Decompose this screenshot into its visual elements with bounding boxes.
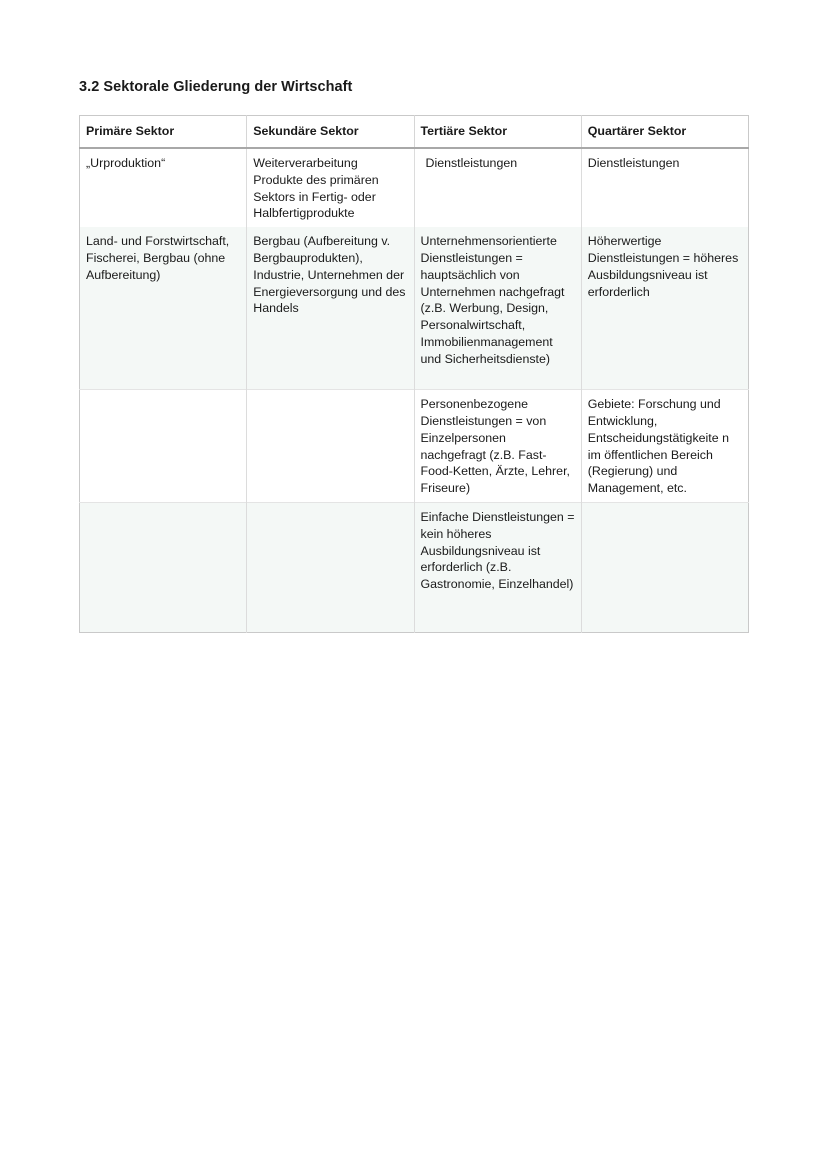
table-cell: Weiterverarbeitung Produkte des primären Sektors in Fertig- oder Halbfertigprodukte <box>247 148 414 227</box>
table-cell: Dienstleistungen <box>414 148 581 227</box>
table-header <box>80 116 749 149</box>
table-cell: Personenbezogene Dienstleistungen = von Einzelpersonen nachgefragt (z.B. Fast-Food-Ketten, Ärzte, Lehrer, Friseure) <box>414 390 581 503</box>
page-title: 3.2 Sektorale Gliederung der Wirtschaft <box>79 79 353 95</box>
table-cell: Gebiete: Forschung und Entwicklung, Entscheidungstätigkeite n im öffentlichen Bereich (Regierung) und Management, etc. <box>581 390 748 503</box>
table-cell <box>247 390 414 503</box>
table-cell: Einfache Dienstleistungen = kein höheres Ausbildungsniveau ist erforderlich (z.B. Gastronomie, Einzelhandel) <box>414 502 581 632</box>
table-cell <box>247 502 414 632</box>
header-primary-sector: Primäre Sektor <box>80 116 247 149</box>
header-tertiary-sector: Tertiäre Sektor <box>414 116 581 149</box>
table-cell <box>80 390 247 503</box>
table-cell: Dienstleistungen <box>581 148 748 227</box>
table-cell: Bergbau (Aufbereitung v. Bergbauprodukten), Industrie, Unternehmen der Energieversorgung und des Handels <box>247 227 414 390</box>
table-row <box>80 390 749 503</box>
table-row <box>80 148 749 227</box>
sector-table <box>79 115 749 633</box>
table-cell: „Urproduktion“ <box>80 148 247 227</box>
table-cell <box>581 502 748 632</box>
table-row <box>80 502 749 632</box>
table-cell: Unternehmensorientierte Dienstleistungen = hauptsächlich von Unternehmen nachgefragt (z.B. Werbung, Design, Personalwirtschaft, Immobilienmanagement und Sicherheitsdienste) <box>414 227 581 390</box>
table-cell <box>80 502 247 632</box>
header-secondary-sector: Sekundäre Sektor <box>247 116 414 149</box>
table-body <box>80 148 749 632</box>
table-row <box>80 227 749 390</box>
header-quaternary-sector: Quartärer Sektor <box>581 116 748 149</box>
header-row <box>80 116 749 149</box>
table-cell: Höherwertige Dienstleistungen = höheres Ausbildungsniveau ist erforderlich <box>581 227 748 390</box>
table-cell: Land- und Forstwirtschaft, Fischerei, Bergbau (ohne Aufbereitung) <box>80 227 247 390</box>
